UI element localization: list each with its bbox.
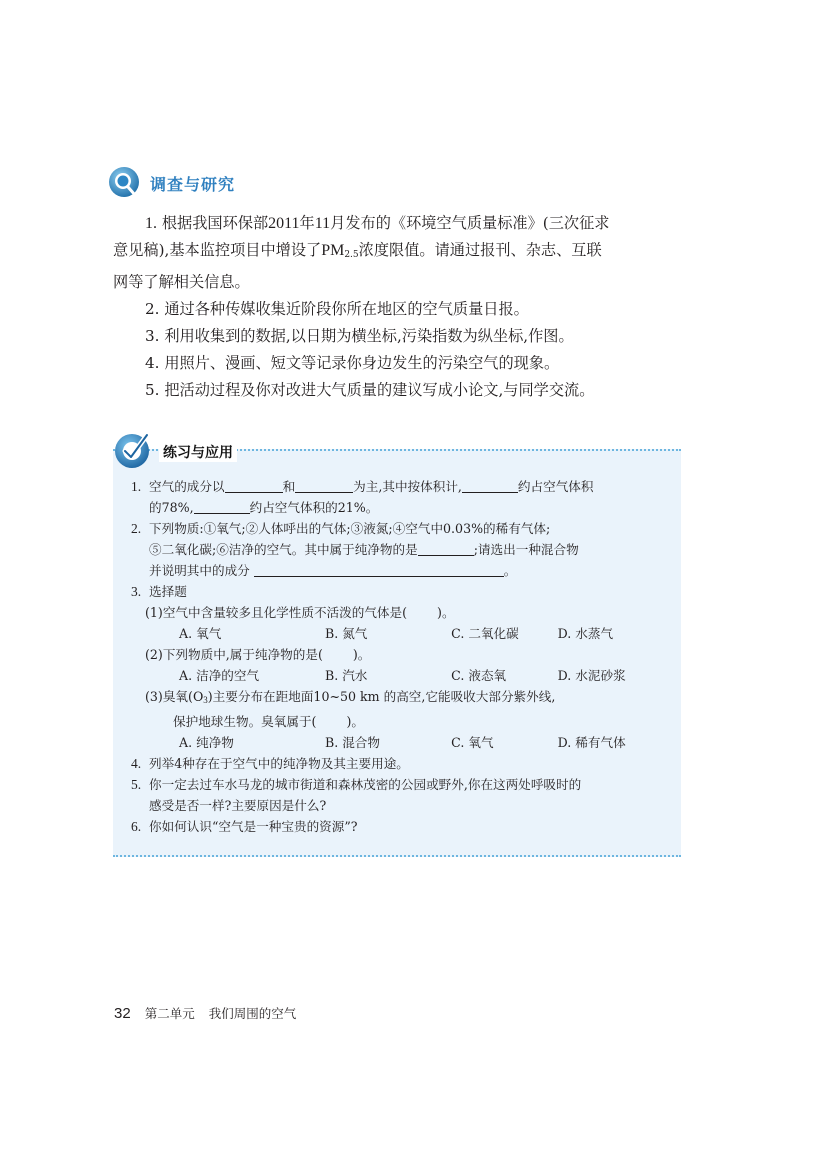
question-3-3-cont: 保护地球生物。臭氧属于( )。 bbox=[173, 714, 364, 729]
exercise-title: 练习与应用 bbox=[159, 442, 237, 462]
question-3-1: (1)空气中含量较多且化学性质不活泼的气体是( )。 bbox=[145, 605, 455, 620]
choice-b[interactable]: B. 混合物 bbox=[324, 735, 380, 750]
choice-c[interactable]: C. 氧气 bbox=[451, 735, 494, 750]
magnifier-icon bbox=[108, 166, 142, 200]
exercise-body bbox=[131, 476, 676, 837]
unit-name: 第二单元 bbox=[144, 1006, 195, 1021]
question-4: 4. 列举4种存在于空气中的纯净物及其主要用途。 bbox=[131, 756, 409, 771]
choice-a[interactable]: A. 纯净物 bbox=[179, 735, 234, 750]
research-section-header bbox=[108, 166, 235, 200]
answer-blank[interactable] bbox=[418, 541, 474, 556]
research-item-2: 2. 通过各种传媒收集近阶段你所在地区的空气质量日报。 bbox=[145, 300, 529, 318]
choices-3-3 bbox=[131, 732, 676, 753]
choices-3-2 bbox=[131, 665, 676, 686]
choices-3-1 bbox=[131, 623, 676, 644]
question-1-cont: 的78%, 约占空气体积的21%。 bbox=[149, 500, 379, 515]
chapter-name: 我们周围的空气 bbox=[208, 1006, 297, 1021]
research-body bbox=[113, 210, 693, 404]
choice-a[interactable]: A. 氧气 bbox=[179, 626, 222, 641]
answer-blank[interactable] bbox=[295, 478, 353, 493]
answer-blank[interactable] bbox=[462, 478, 518, 493]
choice-b[interactable]: B. 氮气 bbox=[324, 626, 368, 641]
choice-a[interactable]: A. 洁净的空气 bbox=[179, 668, 260, 683]
question-5: 5. 你一定去过车水马龙的城市街道和森林茂密的公园或野外,你在这两处呼吸时的 bbox=[131, 777, 582, 792]
question-2: 2. 下列物质:①氧气;②人体呼出的气体;③液氮;④空气中0.03%的稀有气体; bbox=[131, 521, 551, 536]
research-item-3: 3. 利用收集到的数据,以日期为横坐标,污染指数为纵坐标,作图。 bbox=[145, 327, 574, 345]
research-item-1-end: 网等了解相关信息。 bbox=[113, 273, 250, 291]
question-3-3: (3)臭氧$(O_3)$主要分布在距地面10~50 km 的高空,它能吸收大部分紫外线, bbox=[145, 689, 556, 705]
question-3-2: (2)下列物质中,属于纯净物的是( )。 bbox=[145, 647, 371, 662]
answer-blank[interactable] bbox=[194, 499, 250, 514]
question-5-cont: 感受是否一样?主要原因是什么? bbox=[149, 798, 327, 813]
research-item-1-cont: 意见稿),基本监控项目中增设了$PM_{2.5}$浓度限值。请通过报刊、杂志、互联 bbox=[113, 241, 602, 260]
choice-b[interactable]: B. 汽水 bbox=[324, 668, 368, 683]
research-item-1: 1. 根据我国环保部2011年11月发布的《环境空气质量标准》(三次征求 bbox=[145, 214, 610, 232]
question-2-cont: ⑤二氧化碳;⑥洁净的空气。其中属于纯净物的是 ;请选出一种混合物 bbox=[149, 542, 579, 557]
answer-blank[interactable] bbox=[254, 562, 504, 577]
page-footer bbox=[114, 1004, 296, 1022]
choice-d[interactable]: D. 水蒸气 bbox=[557, 626, 614, 641]
question-6: 6. 你如何认识“空气是一种宝贵的资源”? bbox=[131, 819, 358, 834]
question-2-end: 并说明其中的成分 。 bbox=[149, 563, 517, 578]
check-badge-icon bbox=[113, 430, 153, 470]
choice-c[interactable]: C. 液态氧 bbox=[451, 668, 507, 683]
choice-c[interactable]: C. 二氧化碳 bbox=[451, 626, 519, 641]
exercise-section-header bbox=[113, 430, 237, 470]
research-item-4: 4. 用照片、漫画、短文等记录你身边发生的污染空气的现象。 bbox=[145, 354, 560, 372]
research-item-5: 5. 把活动过程及你对改进大气质量的建议写成小论文,与同学交流。 bbox=[145, 381, 595, 399]
question-3: 3. 选择题 bbox=[131, 584, 187, 599]
question-1: 1. 空气的成分以 和 为主,其中按体积计, 约占空气体积 bbox=[131, 479, 594, 494]
page-number: 32 bbox=[114, 1005, 131, 1022]
choice-d[interactable]: D. 稀有气体 bbox=[557, 735, 626, 750]
research-title: 调查与研究 bbox=[150, 174, 236, 194]
choice-d[interactable]: D. 水泥砂浆 bbox=[557, 668, 626, 683]
answer-blank[interactable] bbox=[225, 478, 283, 493]
